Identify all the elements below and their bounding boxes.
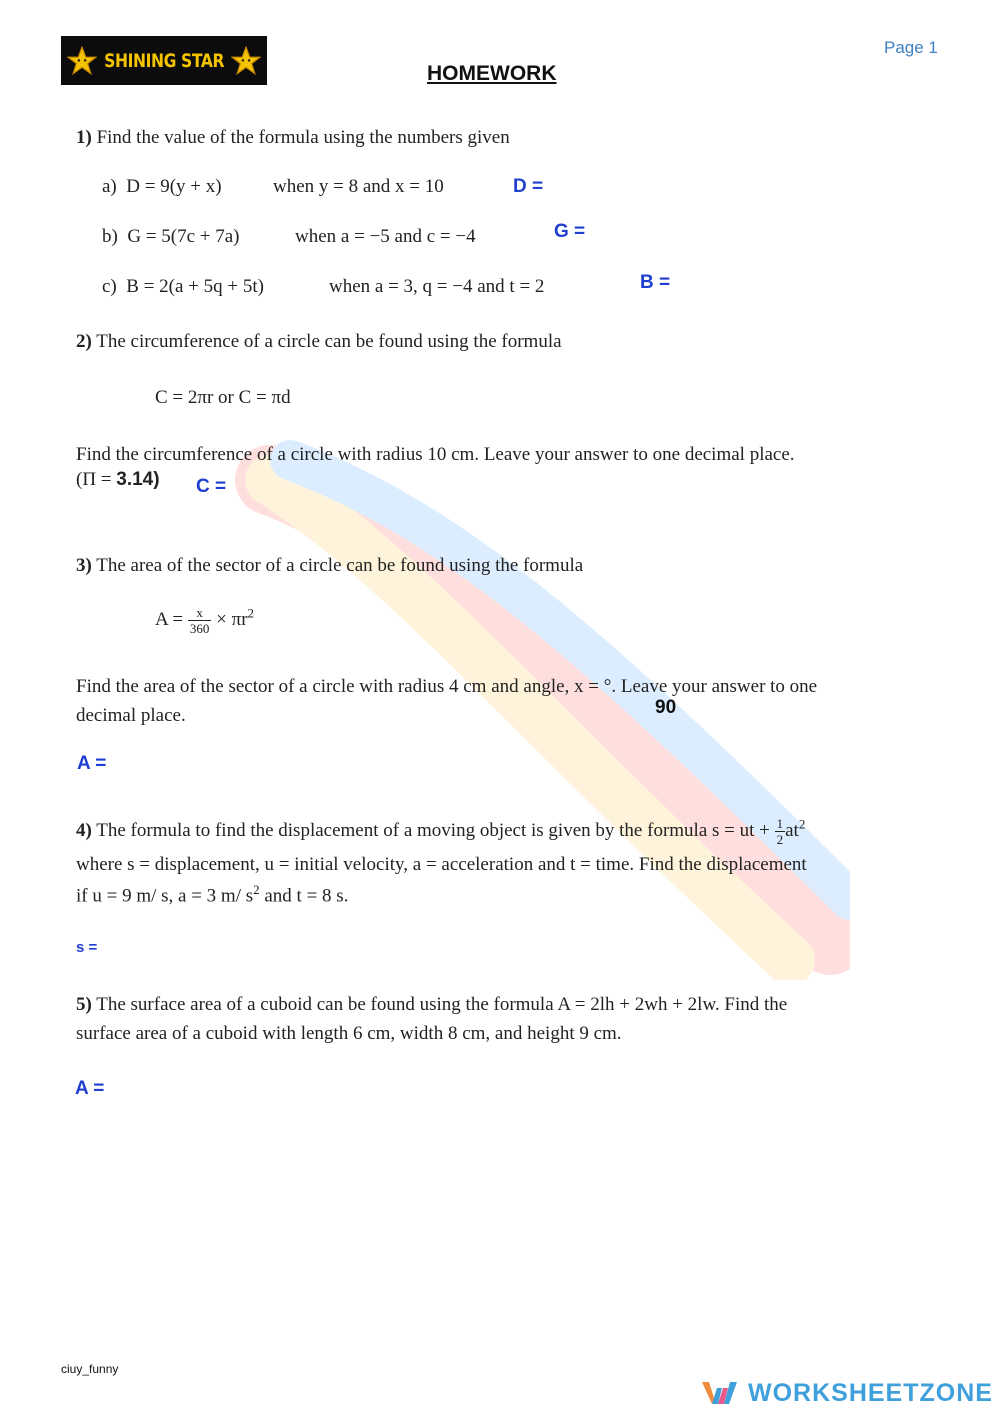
question-3-task-line2: decimal place. xyxy=(76,705,186,726)
question-1c-given: when a = 3, q = −4 and t = 2 xyxy=(329,276,545,297)
question-2-task: Find the circumference of a circle with radius 10 cm. Leave your answer to one decimal place. xyxy=(76,444,795,465)
question-2-prompt: 2) The circumference of a circle can be found using the formula xyxy=(76,331,562,352)
star-icon xyxy=(231,46,261,76)
question-5-line1: 5) The surface area of a cuboid can be found using the formula A = 2lh + 2wh + 2lw. Find the xyxy=(76,994,788,1015)
worksheetzone-logo-icon xyxy=(700,1378,740,1408)
worksheetzone-brand xyxy=(700,1378,993,1408)
angle-value: 90 xyxy=(655,697,677,718)
pi-value: (Π = 3.14) xyxy=(76,469,160,490)
question-1b-given: when a = −5 and c = −4 xyxy=(295,226,476,247)
page-number: Page 1 xyxy=(884,38,938,57)
answer-d-field[interactable]: D = xyxy=(513,176,544,197)
question-4-line3: if u = 9 m/ s, a = 3 m/ $s^2$ and t = 8 s. xyxy=(76,882,349,907)
question-3-prompt: 3) The area of the sector of a circle can be found using the formula xyxy=(76,555,584,576)
shining-star-logo xyxy=(61,36,267,85)
answer-g-field[interactable]: G = xyxy=(554,221,586,242)
answer-s-field[interactable]: s = xyxy=(76,939,98,956)
question-1a-given: when y = 8 and x = 10 xyxy=(273,176,444,197)
page-title: HOMEWORK xyxy=(427,62,557,85)
sector-area-formula: A = $\frac{x}{360}$ × $\pi r^2$ xyxy=(155,605,255,636)
star-icon xyxy=(67,46,97,76)
answer-b-field[interactable]: B = xyxy=(640,272,671,293)
question-1-number: 1) xyxy=(76,127,92,148)
fraction: $\frac{x}{360}$ xyxy=(189,605,210,636)
logo-text: SHINING STAR xyxy=(104,49,224,72)
question-5-line2: surface area of a cuboid with length 6 cm, width 8 cm, and height 9 cm. xyxy=(76,1023,622,1044)
answer-c-field[interactable]: C = xyxy=(196,476,227,497)
question-4-line1: 4) The formula to find the displacement of a moving object is given by the formula s = ut + $\frac{1}{2}$ $at^2$ xyxy=(76,816,806,847)
question-1b: b) G = 5(7c + 7a) xyxy=(102,226,240,247)
author-name: ciuy_funny xyxy=(61,1362,119,1376)
question-3-task-line1: Find the area of the sector of a circle with radius 4 cm and angle, x = °. Leave your answer to one xyxy=(76,676,818,697)
question-1c: c) B = 2(a + 5q + 5t) xyxy=(102,276,264,297)
answer-a-surface-field[interactable]: A = xyxy=(75,1078,105,1099)
question-4-line2: where s = displacement, u = initial velocity, a = acceleration and t = time. Find the displacement xyxy=(76,854,807,875)
question-1a: a) D = 9(y + x) xyxy=(102,176,222,197)
brand-name: WORKSHEETZONE xyxy=(748,1378,993,1407)
half-fraction: $\frac{1}{2}$ xyxy=(776,816,784,847)
circumference-formula: C = 2πr or C = πd xyxy=(155,387,291,408)
question-1-prompt: 1) Find the value of the formula using the numbers given xyxy=(76,127,510,148)
answer-a-sector-field[interactable]: A = xyxy=(77,753,107,774)
